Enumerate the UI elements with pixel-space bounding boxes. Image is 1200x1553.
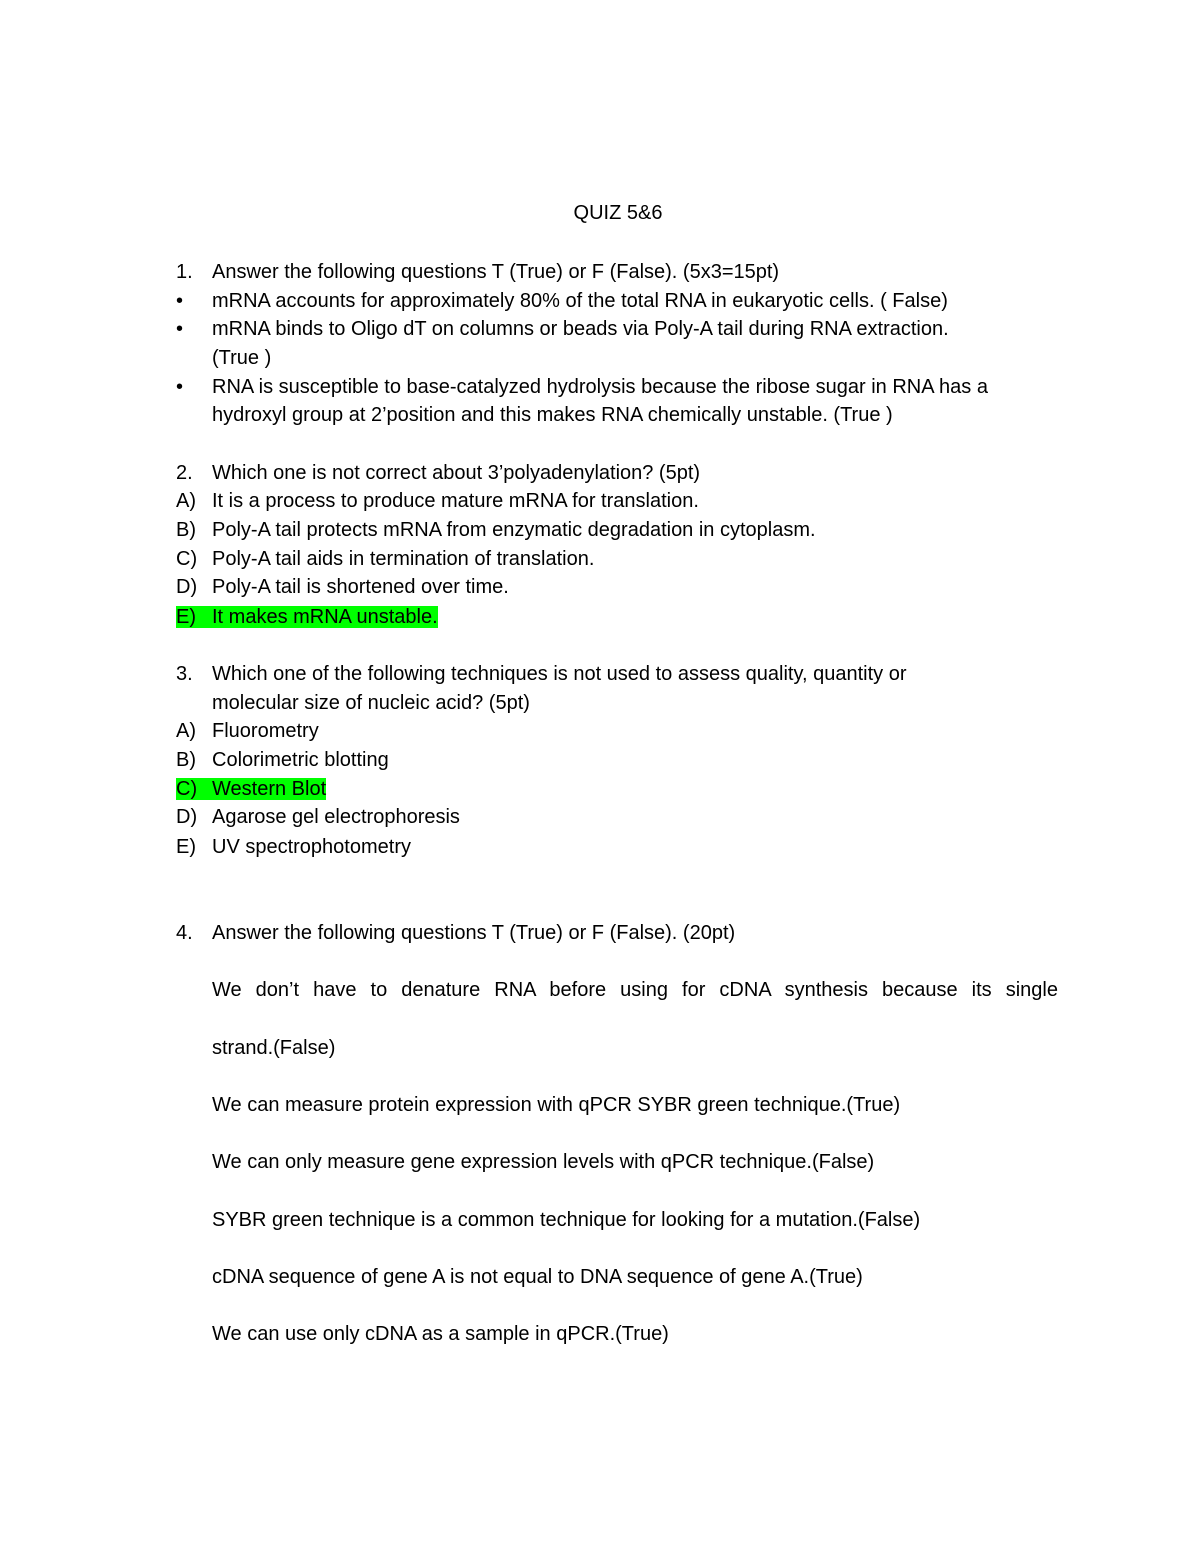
q2-option-text: Poly-A tail is shortened over time.: [212, 576, 509, 598]
q4-statement: We can measure protein expression with qPCR SYBR green technique.(True): [212, 1094, 901, 1116]
q1-statement-continued: hydroxyl group at 2’position and this makes RNA chemically unstable. (True ): [212, 404, 893, 426]
q1-statement: RNA is susceptible to base-catalyzed hydrolysis because the ribose sugar in RNA has a: [212, 376, 988, 398]
q3-option-text: Fluorometry: [212, 720, 319, 742]
q3-prompt: Which one of the following techniques is not used to assess quality, quantity or: [212, 663, 907, 685]
q2-answer-highlight: E): [176, 606, 212, 628]
q2-option-letter: A): [176, 490, 196, 512]
q2-answer-highlight: It makes mRNA unstable.: [212, 606, 438, 628]
q1-statement: mRNA binds to Oligo dT on columns or beads via Poly-A tail during RNA extraction.: [212, 318, 949, 340]
q2-option-letter: B): [176, 519, 196, 541]
q4-statement: SYBR green technique is a common technique for looking for a mutation.(False): [212, 1209, 921, 1231]
q1-statement: mRNA accounts for approximately 80% of the total RNA in eukaryotic cells. ( False): [212, 290, 948, 312]
q3-option-letter: E): [176, 836, 196, 858]
q4-number: 4.: [176, 922, 193, 944]
q4-statement: cDNA sequence of gene A is not equal to DNA sequence of gene A.(True): [212, 1266, 863, 1288]
q4-statement: We don’t have to denature RNA before using for cDNA synthesis because its single: [212, 979, 1058, 1001]
bullet-icon: •: [176, 318, 184, 340]
q1-prompt: Answer the following questions T (True) or F (False). (5x3=15pt): [212, 261, 780, 283]
q3-answer-highlight: Western Blot: [212, 778, 327, 800]
q2-option-letter: D): [176, 576, 198, 598]
q3-option-text: Agarose gel electrophoresis: [212, 806, 460, 828]
q3-option-text: UV spectrophotometry: [212, 836, 411, 858]
page-title: QUIZ 5&6: [573, 202, 663, 224]
q2-prompt: Which one is not correct about 3’polyadenylation? (5pt): [212, 462, 701, 484]
q4-statement: We can only measure gene expression levels with qPCR technique.(False): [212, 1151, 875, 1173]
q2-number: 2.: [176, 462, 193, 484]
q4-prompt: Answer the following questions T (True) or F (False). (20pt): [212, 922, 736, 944]
q1-statement-answer: (True ): [212, 347, 272, 369]
q2-answer-letter: [176, 603, 212, 631]
q4-statement-continued: strand.(False): [212, 1037, 336, 1059]
q3-answer-letter: [176, 775, 213, 803]
q3-option-text: Colorimetric blotting: [212, 749, 389, 771]
q2-answer-text: [212, 603, 438, 631]
bullet-icon: •: [176, 376, 184, 398]
bullet-icon: •: [176, 290, 184, 312]
q3-number: 3.: [176, 663, 193, 685]
q2-option-text: It is a process to produce mature mRNA for translation.: [212, 490, 699, 512]
q2-option-text: Poly-A tail protects mRNA from enzymatic degradation in cytoplasm.: [212, 519, 816, 541]
q1-number: 1.: [176, 261, 193, 283]
q3-prompt-continued: molecular size of nucleic acid? (5pt): [212, 692, 530, 714]
q3-option-letter: B): [176, 749, 196, 771]
q2-option-letter: C): [176, 548, 198, 570]
q3-option-letter: A): [176, 720, 196, 742]
q2-option-text: Poly-A tail aids in termination of translation.: [212, 548, 595, 570]
q3-option-letter: D): [176, 806, 198, 828]
q3-answer-text: [212, 775, 326, 803]
q4-statement: We can use only cDNA as a sample in qPCR.(True): [212, 1323, 669, 1345]
q3-answer-highlight: C): [176, 778, 213, 800]
